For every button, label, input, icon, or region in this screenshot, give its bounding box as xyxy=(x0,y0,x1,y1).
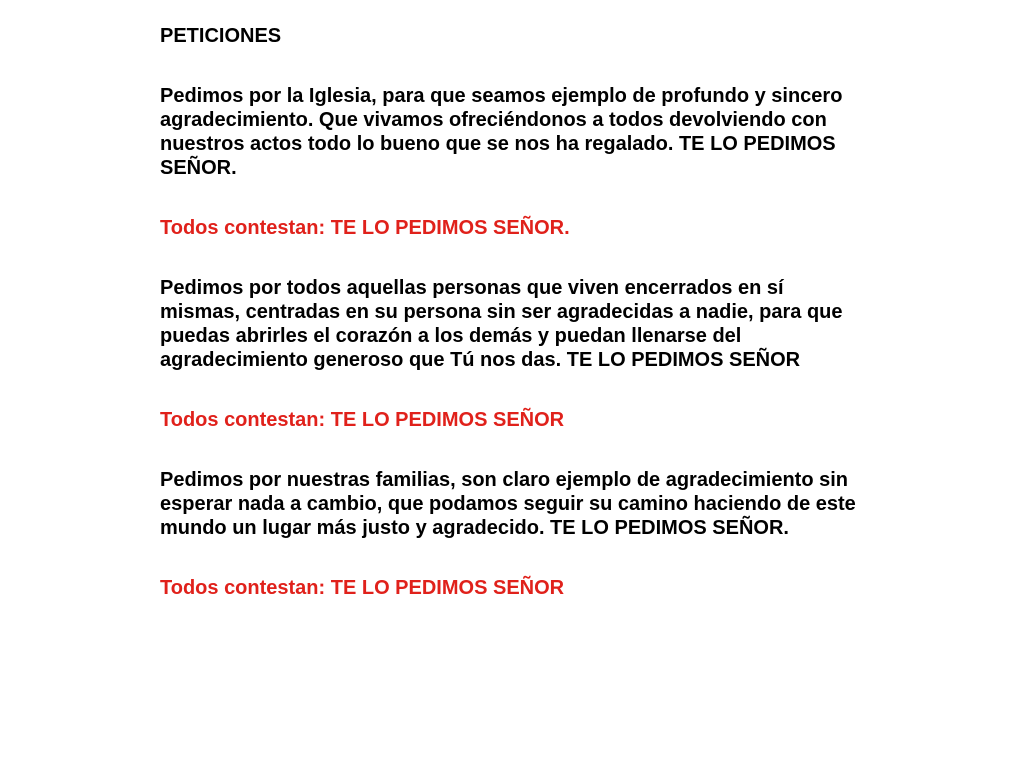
slide-content xyxy=(160,24,860,600)
page-title: PETICIONES xyxy=(160,25,282,47)
petition-1-response: Todos contestan: TE LO PEDIMOS SEÑOR. xyxy=(160,217,570,239)
petition-1-text: Pedimos por la Iglesia, para que seamos ejemplo de profundo y sincero agradecimiento. Que vivamos ofreciéndonos a todos devolviendo con nuestros actos todo lo bueno que se nos ha regalado. TE LO PEDIMOS SEÑOR. xyxy=(160,85,843,179)
petition-3-response: Todos contestan: TE LO PEDIMOS SEÑOR xyxy=(160,577,565,599)
petition-2-response: Todos contestan: TE LO PEDIMOS SEÑOR xyxy=(160,409,565,431)
petition-2-text: Pedimos por todos aquellas personas que viven encerrados en sí mismas, centradas en su persona sin ser agradecidas a nadie, para que puedas abrirles el corazón a los demás y puedan llenarse del agradecimiento generoso que Tú nos das. TE LO PEDIMOS SEÑOR xyxy=(160,277,843,371)
petition-3-text: Pedimos por nuestras familias, son claro ejemplo de agradecimiento sin esperar nada a cambio, que podamos seguir su camino haciendo de este mundo un lugar más justo y agradecido. TE LO PEDIMOS SEÑOR. xyxy=(160,469,856,539)
